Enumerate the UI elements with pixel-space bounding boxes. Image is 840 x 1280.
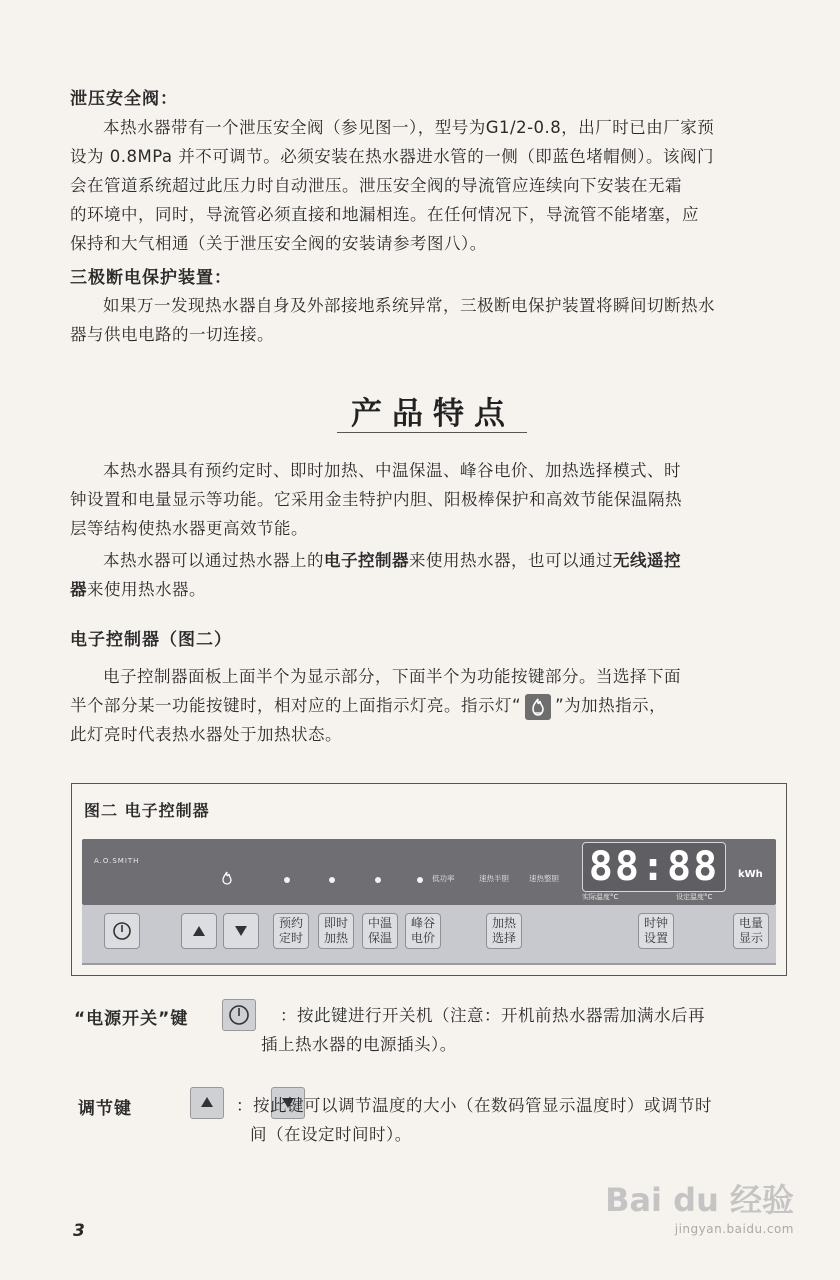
power-icon xyxy=(223,1000,255,1030)
text-line: 钟设置和电量显示等功能。它采用金圭特护内胆、阳极棒保护和高效节能保温隔热 xyxy=(70,490,682,509)
page-number: 3 xyxy=(73,1221,85,1241)
text-line: 本热水器带有一个泄压安全阀（参见图一），型号为G1/2-0.8，出厂时已由厂家预 xyxy=(103,118,715,137)
instant-heat-button[interactable]: 即时 加热 xyxy=(318,913,354,949)
indicator-light xyxy=(417,877,423,883)
watermark-url: jingyan.baidu.com xyxy=(674,1222,794,1236)
text-line: 会在管道系统超过此压力时自动泄压。泄压安全阀的导流管应连续向下安装在无霜 xyxy=(70,176,682,195)
text-line: 器来使用热水器。 xyxy=(70,580,206,599)
adjust-key-text xyxy=(236,1091,796,1120)
heating-indicator-icon xyxy=(220,870,234,890)
text-line: 层等结构使热水器更高效节能。 xyxy=(70,519,308,538)
arrow-up-icon xyxy=(192,924,206,938)
unit-label: kWh xyxy=(738,869,763,880)
adjust-key-label: 调节键 xyxy=(78,1099,132,1119)
indicator-label: 速热整胆 xyxy=(529,874,559,883)
mid-temp-keep-button[interactable]: 中温 保温 xyxy=(362,913,398,949)
clock-set-button[interactable]: 时钟 设置 xyxy=(638,913,674,949)
heat-select-button[interactable]: 加热 选择 xyxy=(486,913,522,949)
features-text xyxy=(70,456,790,604)
breaker-text xyxy=(70,291,790,349)
display-panel xyxy=(82,839,776,905)
power-icon xyxy=(111,920,133,942)
breaker-heading: 三极断电保护装置： xyxy=(70,268,232,288)
title-underline xyxy=(337,432,527,433)
indicator-label: 低功率 xyxy=(432,874,455,883)
text-line: 此灯亮时代表热水器处于加热状态。 xyxy=(70,725,342,744)
controller-heading: 电子控制器（图二） xyxy=(70,630,232,650)
text-line: 本热水器可以通过热水器上的电子控制器来使用热水器，也可以通过无线遥控 xyxy=(103,551,681,570)
up-key-illustration xyxy=(190,1087,224,1119)
power-button[interactable] xyxy=(104,913,140,949)
relief-valve-heading: 泄压安全阀： xyxy=(70,89,178,109)
power-key-text-2 xyxy=(261,1030,781,1059)
text-line: 间（在设定时间时）。 xyxy=(250,1125,412,1144)
controller-figure xyxy=(71,783,787,976)
figure-caption: 图二 电子控制器 xyxy=(84,801,210,820)
indicator-label: 速热半胆 xyxy=(479,874,509,883)
indicator-light xyxy=(284,877,290,883)
arrow-down-icon xyxy=(234,924,248,938)
adjust-key-text-2 xyxy=(250,1120,790,1149)
arrow-up-icon xyxy=(191,1088,223,1118)
button-panel xyxy=(82,905,776,965)
up-button[interactable] xyxy=(181,913,217,949)
brand-logo: A.O.SMITH xyxy=(94,857,140,865)
peak-valley-button[interactable]: 峰谷 电价 xyxy=(405,913,441,949)
indicator-light xyxy=(375,877,381,883)
text-line: 插上热水器的电源插头）。 xyxy=(261,1035,457,1054)
controller-text xyxy=(70,662,790,749)
preset-timer-button[interactable]: 预约 定时 xyxy=(273,913,309,949)
power-key-illustration xyxy=(222,999,256,1031)
text-line: ：按此键进行开关机（注意：开机前热水器需加满水后再 xyxy=(280,1006,705,1025)
text-line: 器与供电电路的一切连接。 xyxy=(70,325,274,344)
power-key-label: “电源开关”键 xyxy=(74,1009,189,1029)
text-line: 半个部分某一功能按键时，相对应的上面指示灯亮。指示灯“ ”为加热指示， xyxy=(70,691,790,720)
down-button[interactable] xyxy=(223,913,259,949)
actual-temp-label: 实际温度°C xyxy=(582,893,619,901)
relief-valve-text xyxy=(70,113,790,258)
heating-indicator-icon xyxy=(525,694,551,720)
set-temp-label: 设定温度°C xyxy=(676,893,713,901)
features-title: 产品特点 xyxy=(351,396,515,432)
text-line: ：按此键可以调节温度的大小（在数码管显示温度时）或调节时 xyxy=(236,1096,712,1115)
text-line: 的环境中，同时，导流管必须直接和地漏相连。在任何情况下，导流管不能堵塞，应 xyxy=(70,205,699,224)
power-key-text xyxy=(280,1001,800,1030)
text-line: 电子控制器面板上面半个为显示部分，下面半个为功能按键部分。当选择下面 xyxy=(103,667,681,686)
text-line: 如果万一发现热水器自身及外部接地系统异常，三极断电保护装置将瞬间切断热水 xyxy=(103,296,715,315)
text-line: 本热水器具有预约定时、即时加热、中温保温、峰谷电价、加热选择模式、时 xyxy=(103,461,681,480)
indicator-light xyxy=(329,877,335,883)
text-line: 设为 0.8MPa 并不可调节。必须安装在热水器进水管的一侧（即蓝色堵帽侧）。该阀门 xyxy=(70,147,715,166)
text-line: 保持和大气相通（关于泄压安全阀的安装请参考图八）。 xyxy=(70,234,487,253)
power-display-button[interactable]: 电量 显示 xyxy=(733,913,769,949)
digital-display: 88:88 xyxy=(582,842,726,892)
watermark-logo: Bai du 经验 xyxy=(605,1181,794,1219)
